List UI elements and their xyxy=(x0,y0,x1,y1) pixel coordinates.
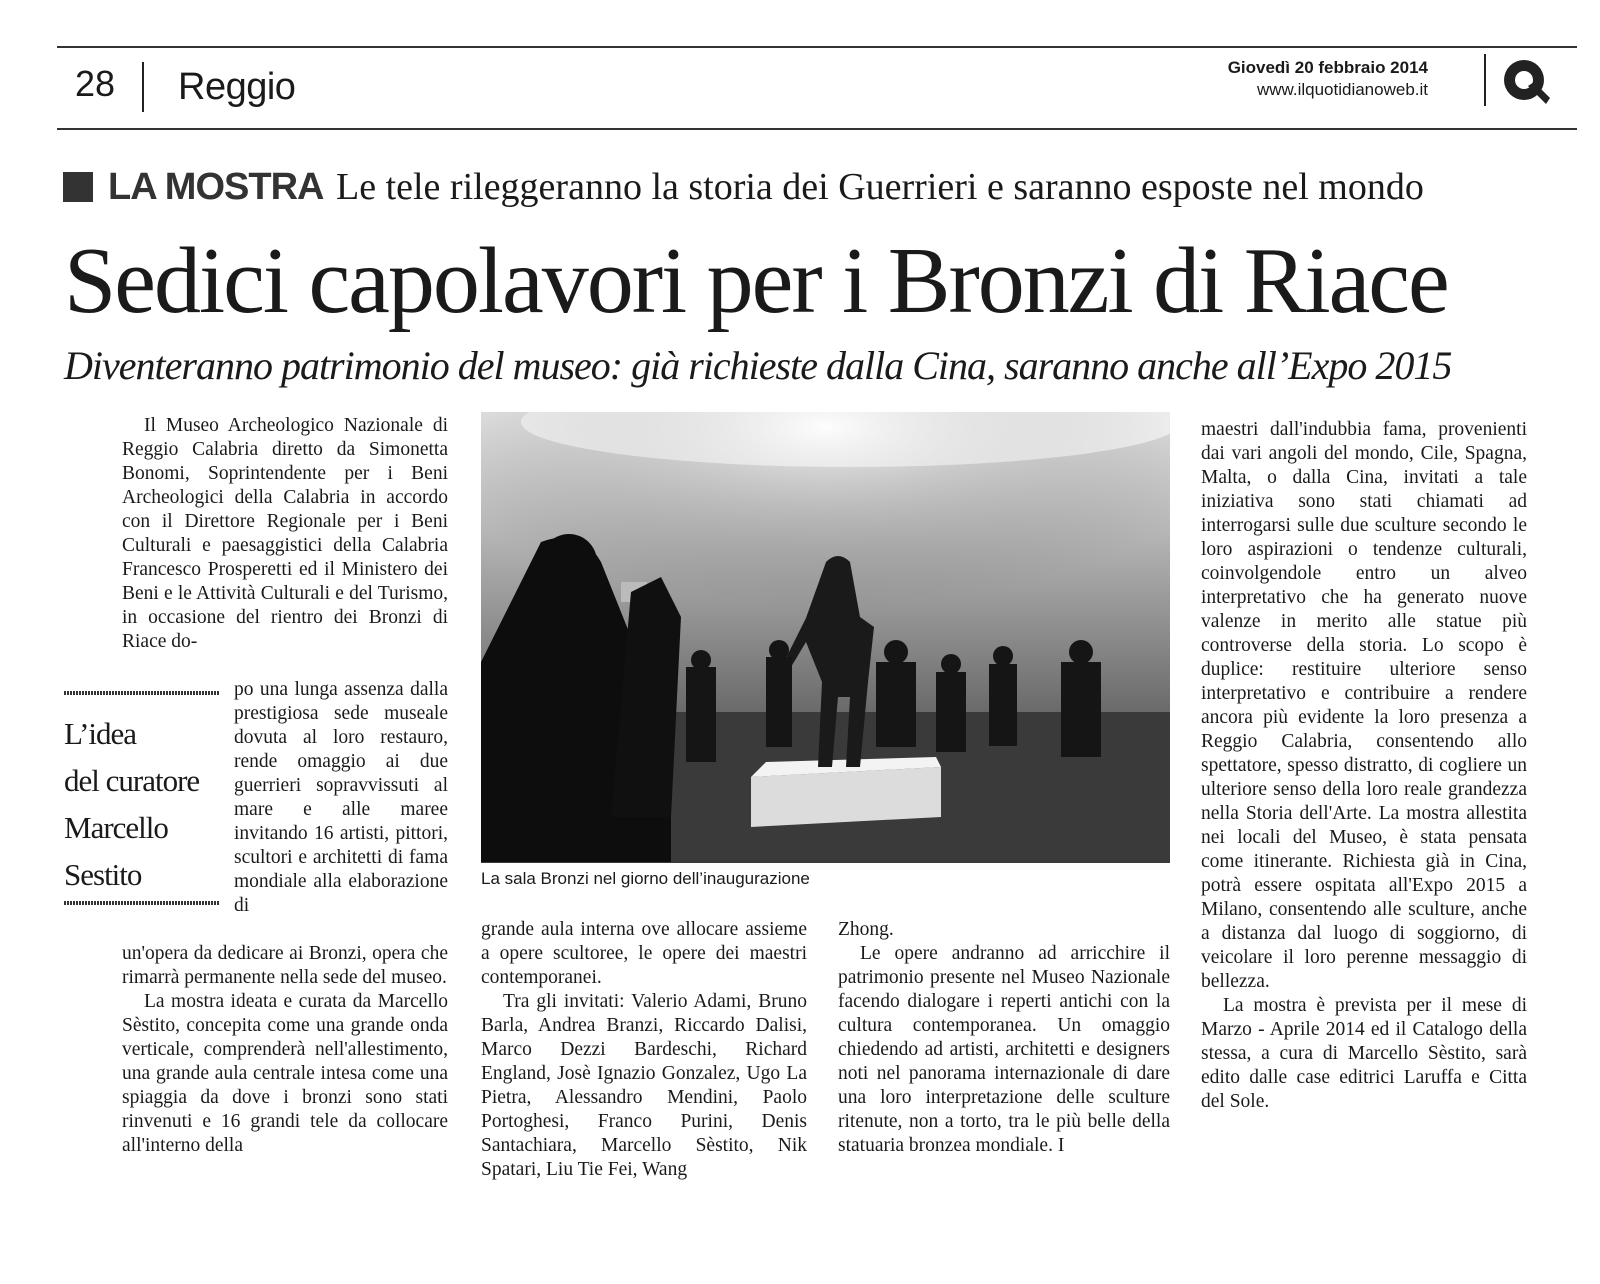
page-number: 28 xyxy=(75,63,116,104)
column-1-bottom xyxy=(122,942,448,1158)
pullquote-top-rule xyxy=(64,691,219,695)
kicker-marker-icon xyxy=(63,172,93,202)
col2-para2-text: Tra gli invitati: Valerio Adami, Bruno Barla, Andrea Branzi, Riccardo Dalisi, Marco Dezzi Bardeschi, Richard England, Josè Ignazio Gonzalez, Ugo La Pietra, Alessandro Mendini, Paolo Portoghesi, Franco Purini, Denis Santachiara, Marcello Sèstito, Nik Spatari, Liu Tie Fei, Wang xyxy=(481,991,807,1180)
col4-para2-text: La mostra è prevista per il mese di Marzo - Aprile 2014 ed il Catalogo della stessa, a cura di Marcello Sèstito, sarà edito dalle case editrici Laruffa e Citta del Sole. xyxy=(1201,995,1527,1112)
column-4 xyxy=(1201,418,1527,1114)
subheadline: Diventeranno patrimonio del museo: già richieste dalla Cina, saranno anche all’Expo 2015 xyxy=(64,343,1452,388)
col1-end-text: un'opera da dedicare ai Bronzi, opera che rimarrà permanente nella sede del museo. xyxy=(122,943,448,988)
quotidiano-q-logo-icon xyxy=(1500,56,1552,106)
photo-caption: La sala Bronzi nel giorno dell’inaugurazione xyxy=(481,869,810,888)
pullquote-line: Marcello xyxy=(64,810,168,845)
col3-para2-text: Le opere andranno ad arricchire il patrimonio presente nel Museo Nazionale facendo dialogare i reperti antichi con la cultura contemporanea. Un omaggio chiedendo ad artisti, architetti e designers noti nel panorama internazionale di dare una loro interpretazione delle sculture ritenute, non a torto, tra le più belle della statuaria bronzea mondiale. I xyxy=(838,943,1170,1156)
col1-top-text: Il Museo Archeologico Nazionale di Reggio Calabria diretto da Simonetta Bonomi, Soprintendente per i Beni Archeologici della Calabria in accordo con il Direttore Regionale per i Beni Culturali e paesaggistici della Calabria Francesco Prosperetti ed il Ministero dei Beni e le Attività Culturali e del Turismo, in occasione del rientro dei Bronzi di Riace do- xyxy=(122,415,448,652)
column-1-top xyxy=(122,414,448,654)
website-link[interactable]: www.ilquotidianoweb.it xyxy=(1256,80,1428,99)
col1-narrow-text: po una lunga assenza dalla prestigiosa sede museale dovuta al loro restauro, rende omaggio ai due guerrieri sopravvissuti al mare e alle maree invitando 16 artisti, pittori, scultori e architetti di fama mondiale alla elaborazione di xyxy=(234,679,448,916)
kicker-text: Le tele rileggeranno la storia dei Guerrieri e saranno esposte nel mondo xyxy=(336,166,1424,208)
header-top-rule xyxy=(57,46,1577,48)
col1-para2-text: La mostra ideata e curata da Marcello Sèstito, concepita come una grande onda verticale, comprenderà nell'allestimento, una grande aula centrale intesa come una spiaggia da dove i bronzi sono stati rinvenuti e 16 grandi tele da collocare all'interno della xyxy=(122,991,448,1156)
headline: Sedici capolavori per i Bronzi di Riace xyxy=(64,229,1448,333)
issue-date: Giovedì 20 febbraio 2014 xyxy=(1227,58,1428,77)
col3-para1-text: Zhong. xyxy=(838,919,894,940)
column-2 xyxy=(481,918,807,1182)
header-bottom-rule xyxy=(57,128,1577,130)
pullquote-line: L’idea xyxy=(64,716,137,751)
exhibition-photo xyxy=(481,412,1170,863)
column-3 xyxy=(838,918,1170,1158)
col4-para1-text: maestri dall'indubbia fama, provenienti dai vari angoli del mondo, Cile, Spagna, Malta, o dalla Cina, invitati a tale iniziativa sono stati chiamati ad interrogarsi sulle due sculture secondo le loro aspirazioni o tendenze culturali, coinvolgendole entro un alveo interpretativo che ha generato nuove valenze in merito alle statue più controverse della storia. Lo scopo è duplice: restituire ulteriore senso interpretativo e contribuire a rendere ancora più evidente la loro presenza a Reggio Calabria, consentendo allo spettatore, spesso distratto, di cogliere un ulteriore senso della loro reale grandezza nella Storia dell'Arte. La mostra allestita nei locali del Museo, è stata pensata come itinerante. Richiesta già in Cina, potrà essere ospitata all'Expo 2015 a Milano, consentendo alle sculture, anche a distanza dal luogo di soggiorno, di veicolare il loro perenne messaggio di bellezza. xyxy=(1201,419,1527,992)
pullquote xyxy=(64,710,224,898)
column-1-narrow xyxy=(234,678,448,918)
section-title: Reggio xyxy=(178,66,296,108)
pullquote-line: Sestito xyxy=(64,857,142,892)
col2-para1-text: grande aula interna ove allocare assieme a opere scultoree, le opere dei maestri contemporanei. xyxy=(481,919,807,988)
kicker-label: LA MOSTRA xyxy=(108,166,324,208)
pullquote-line: del curatore xyxy=(64,763,200,798)
header-divider xyxy=(142,62,144,112)
header-divider-right xyxy=(1484,54,1486,106)
pullquote-bottom-rule xyxy=(64,901,219,905)
